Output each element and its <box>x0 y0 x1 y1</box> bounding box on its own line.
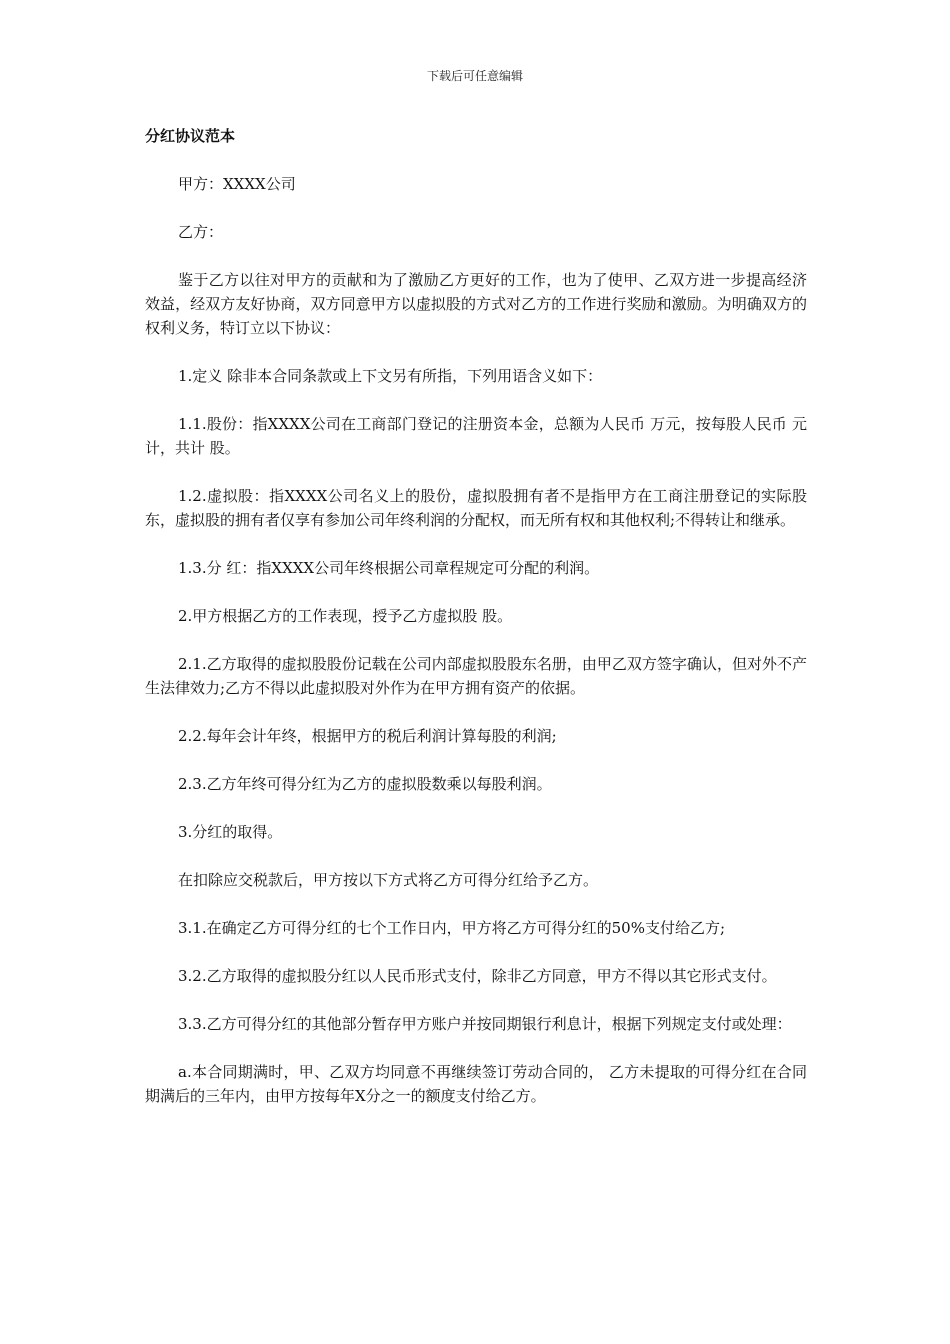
clause-2-1-register: 2.1.乙方取得的虚拟股股份记载在公司内部虚拟股股东名册，由甲乙双方签字确认，但对外不产生法律效力;乙方不得以此虚拟股对外作为在甲方拥有资产的依据。 <box>145 655 807 697</box>
clause-1-definitions: 1.定义 除非本合同条款或上下文另有所指，下列用语含义如下： <box>178 367 603 385</box>
clause-1-2-virtual-shares: 1.2.虚拟股：指XXXX公司名义上的股份，虚拟股拥有者不是指甲方在工商注册登记的实际股东，虚拟股的拥有者仅享有参加公司年终利润的分配权，而无所有权和其他权利;不得转让和继承。 <box>145 487 807 529</box>
clause-3-obtaining: 3.分红的取得。 <box>178 823 283 841</box>
clause-2-grant: 2.甲方根据乙方的工作表现，授予乙方虚拟股 股。 <box>178 607 513 625</box>
party-b-line: 乙方： <box>178 223 224 241</box>
download-note: 下载后可任意编辑 <box>426 69 523 83</box>
preamble-paragraph: 鉴于乙方以往对甲方的贡献和为了激励乙方更好的工作，也为了使甲、乙双方进一步提高经济效益，经双方友好协商，双方同意甲方以虚拟股的方式对乙方的工作进行奖励和激励。为明确双方的权利义务，特订立以下协议： <box>145 271 807 337</box>
document-title: 分红协议范本 <box>145 127 236 145</box>
clause-3-intro: 在扣除应交税款后，甲方按以下方式将乙方可得分红给予乙方。 <box>178 871 599 889</box>
clause-1-3-dividend: 1.3.分 红：指XXXX公司年终根据公司章程规定可分配的利润。 <box>178 559 600 577</box>
clause-3-3-deposit: 3.3.乙方可得分红的其他部分暂存甲方账户并按同期银行利息计，根据下列规定支付或处理： <box>178 1015 792 1033</box>
clause-a-expiry: a.本合同期满时，甲、乙双方均同意不再继续签订劳动合同的， 乙方未提取的可得分红在合同期满后的三年内，由甲方按每年X分之一的额度支付给乙方。 <box>145 1063 807 1105</box>
clause-3-1-payment: 3.1.在确定乙方可得分红的七个工作日内，甲方将乙方可得分红的50%支付给乙方; <box>178 919 726 937</box>
clause-2-3-entitlement: 2.3.乙方年终可得分红为乙方的虚拟股数乘以每股利润。 <box>178 775 552 793</box>
clause-1-1-shares: 1.1.股份：指XXXX公司在工商部门登记的注册资本金，总额为人民币 万元，按每股人民币 元计，共计 股。 <box>145 415 807 457</box>
clause-3-2-currency: 3.2.乙方取得的虚拟股分红以人民币形式支付，除非乙方同意，甲方不得以其它形式支付。 <box>178 967 777 985</box>
party-a-line: 甲方：XXXX公司 <box>178 175 296 193</box>
clause-2-2-profit: 2.2.每年会计年终，根据甲方的税后利润计算每股的利润; <box>178 727 557 745</box>
agreement-body <box>145 124 807 1132</box>
